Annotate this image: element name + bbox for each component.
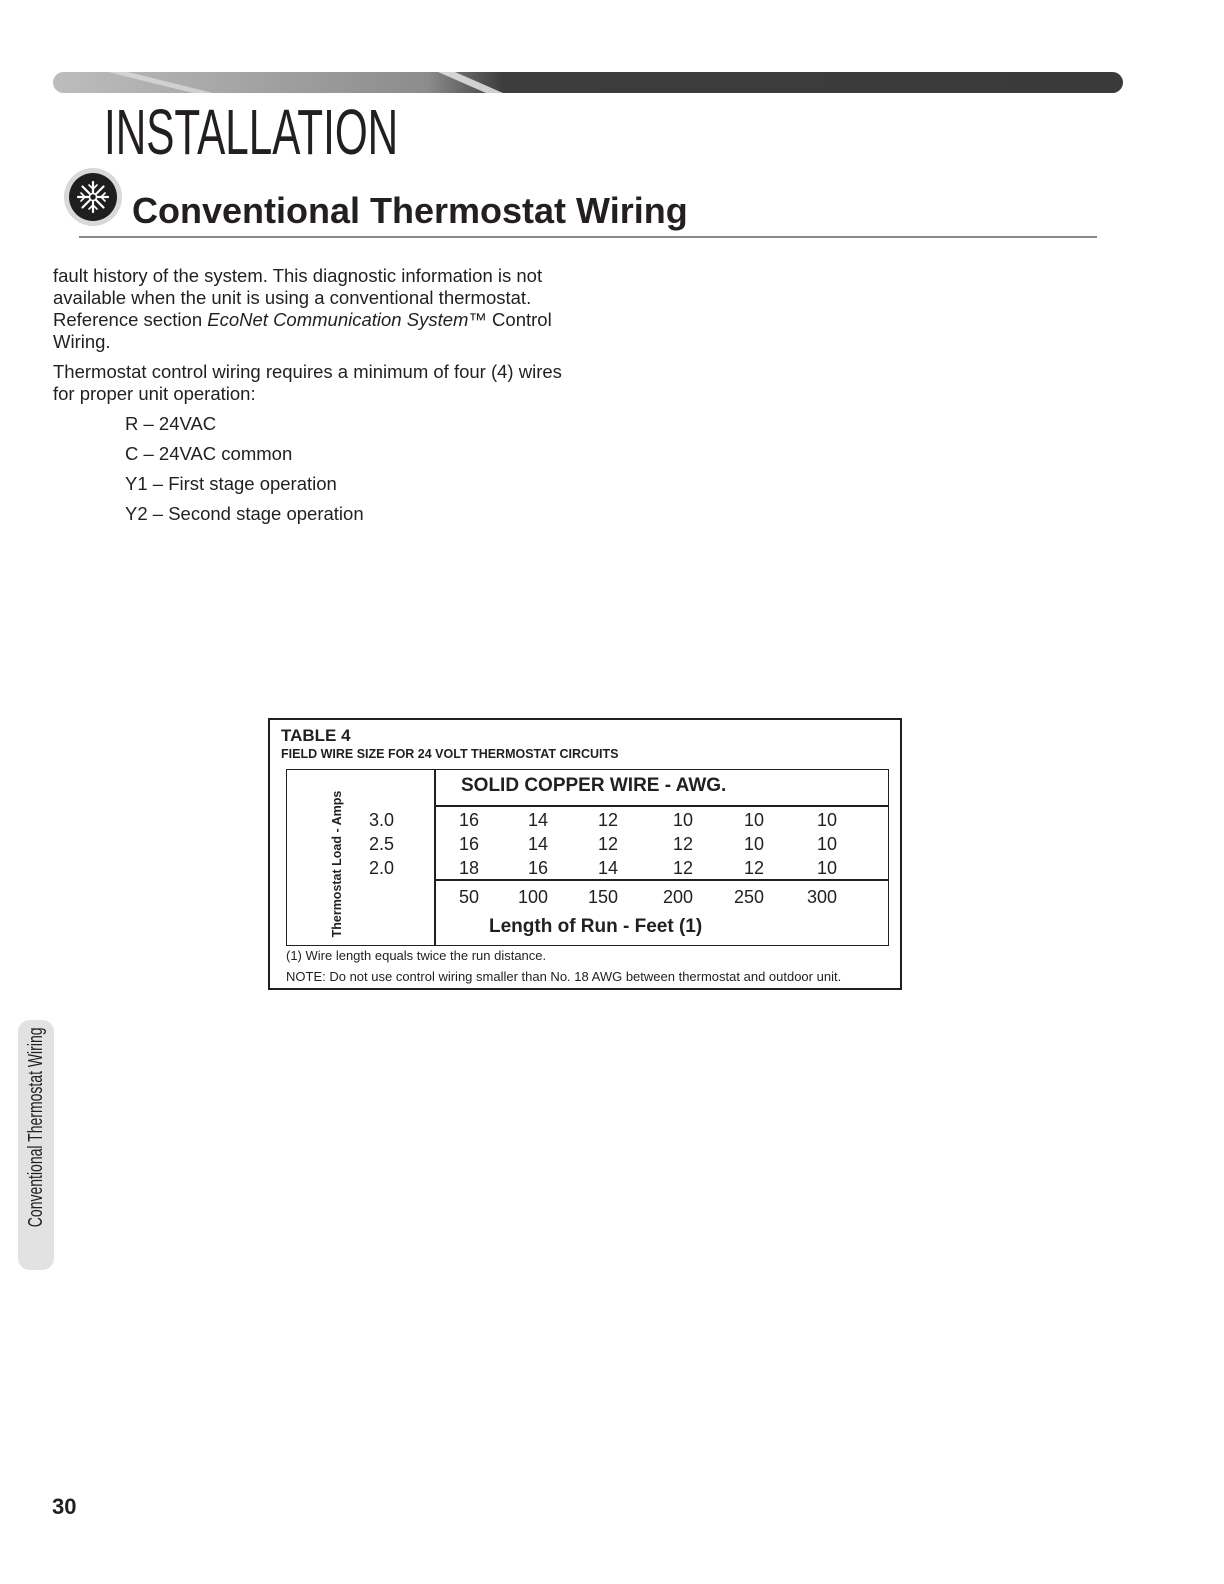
- wire-item-r: R – 24VAC: [125, 413, 217, 434]
- column-divider: [434, 770, 436, 945]
- awg-cell: 12: [672, 858, 694, 878]
- length-value: 300: [806, 887, 838, 907]
- side-tab-label: [18, 1020, 54, 1270]
- wire-list: [53, 409, 573, 529]
- length-value: 50: [458, 887, 480, 907]
- length-value: 200: [662, 887, 694, 907]
- awg-cell: 16: [527, 858, 549, 878]
- awg-cell: 12: [597, 810, 619, 830]
- awg-cell: 18: [458, 858, 480, 878]
- wire-item-c: C – 24VAC common: [125, 443, 293, 464]
- paragraph-fault-history: [53, 265, 573, 353]
- table-note: NOTE: Do not use control wiring smaller than No. 18 AWG between thermostat and outdoor unit.: [286, 969, 842, 984]
- load-value: 3.0: [369, 810, 395, 830]
- header-bar: [53, 72, 1123, 93]
- wire-item-y1: Y1 – First stage operation: [125, 473, 337, 494]
- awg-cell: 14: [527, 810, 549, 830]
- row-divider: [434, 879, 888, 881]
- length-axis-label: Length of Run - Feet (1): [489, 916, 703, 937]
- awg-cell: 10: [743, 810, 765, 830]
- paragraph-text: Control Wiring.: [53, 309, 552, 352]
- page-title: Conventional Thermostat Wiring: [132, 190, 688, 231]
- table-footnote: (1) Wire length equals twice the run distance.: [286, 948, 547, 963]
- column-header: SOLID COPPER WIRE - AWG.: [461, 775, 727, 796]
- awg-cell: 10: [743, 834, 765, 854]
- table-number: TABLE 4: [281, 726, 351, 745]
- awg-cell: 14: [527, 834, 549, 854]
- load-value: 2.0: [369, 858, 395, 878]
- page-number: 30: [52, 1494, 77, 1519]
- awg-cell: 14: [597, 858, 619, 878]
- length-value: 100: [517, 887, 549, 907]
- body-text: [53, 265, 573, 529]
- title-rule: [79, 236, 1097, 238]
- awg-cell: 12: [597, 834, 619, 854]
- side-tab: [18, 1020, 54, 1270]
- length-value: 150: [587, 887, 619, 907]
- awg-cell: 12: [743, 858, 765, 878]
- awg-cell: 12: [672, 834, 694, 854]
- side-tab-text: Conventional Thermostat Wiring: [25, 1027, 47, 1228]
- awg-cell: 10: [816, 810, 838, 830]
- load-value: 2.5: [369, 834, 395, 854]
- row-divider: [434, 805, 888, 807]
- awg-cell: 10: [816, 834, 838, 854]
- table-grid: [286, 769, 889, 946]
- awg-cell: 16: [458, 834, 480, 854]
- snowflake-sun-icon: [63, 167, 123, 227]
- length-value: 250: [733, 887, 765, 907]
- section-reference: EcoNet Communication System™: [207, 309, 487, 330]
- wire-size-table: [268, 718, 902, 990]
- awg-cell: 10: [672, 810, 694, 830]
- paragraph-text: fault history of the system. This diagnostic information is not available when the unit is using a conventional thermostat. Reference section: [53, 265, 543, 330]
- awg-cell: 10: [816, 858, 838, 878]
- awg-cell: 16: [458, 810, 480, 830]
- table-caption: FIELD WIRE SIZE FOR 24 VOLT THERMOSTAT CIRCUITS: [281, 747, 619, 761]
- paragraph-wiring-requirements: Thermostat control wiring requires a minimum of four (4) wires for proper unit operation:: [53, 361, 562, 404]
- section-title: INSTALLATION: [104, 96, 399, 168]
- wire-item-y2: Y2 – Second stage operation: [125, 503, 364, 524]
- row-axis-label: Thermostat Load - Amps: [330, 790, 344, 938]
